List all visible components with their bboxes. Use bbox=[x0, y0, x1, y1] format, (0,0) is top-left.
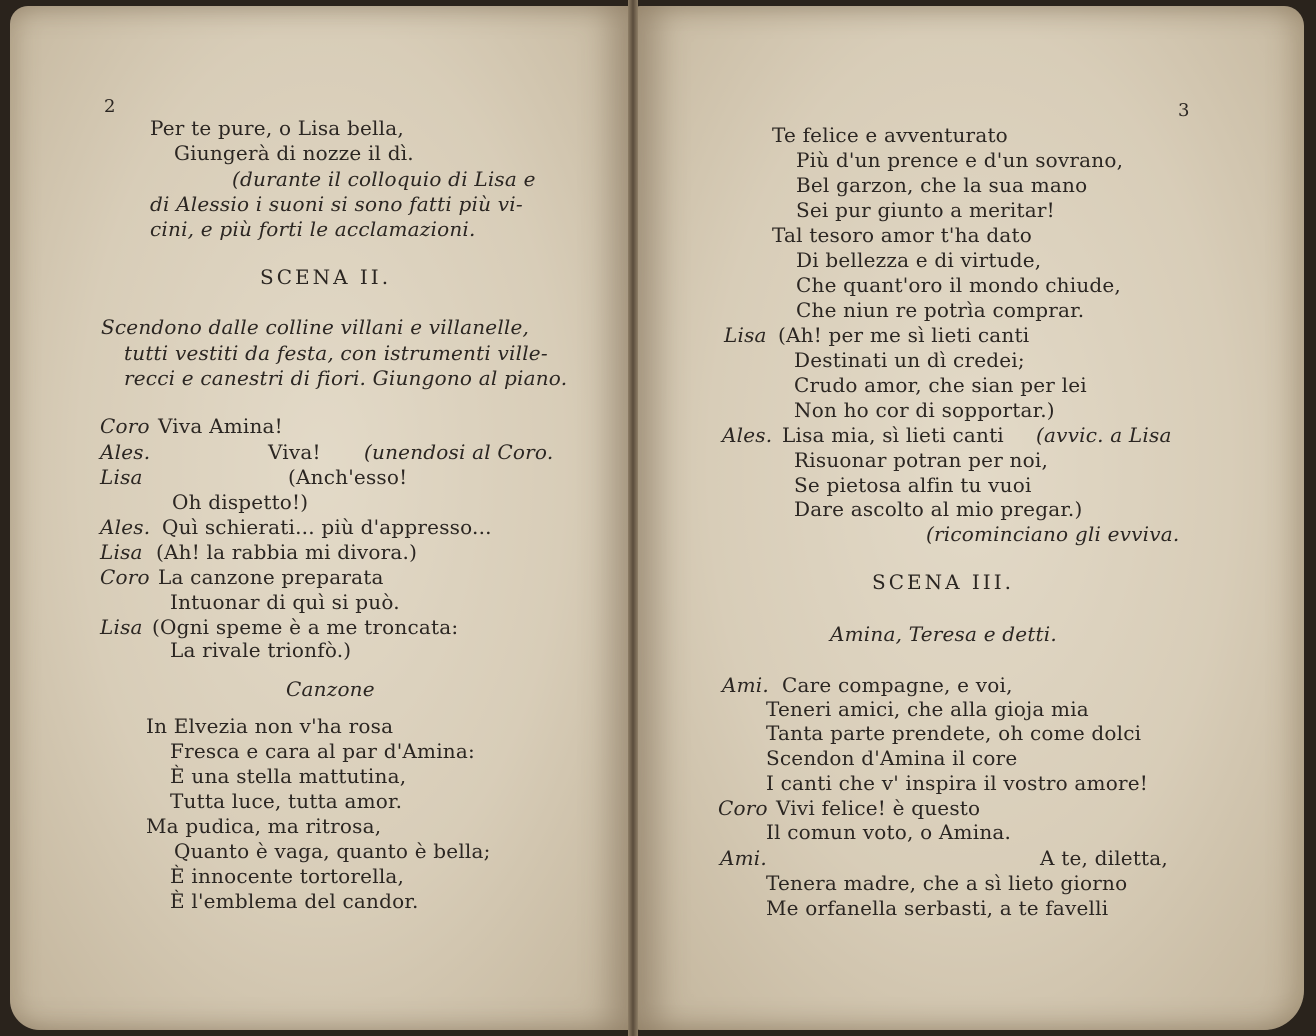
speaker-name: Lisa bbox=[724, 323, 767, 347]
verse-line: In Elvezia non v'ha rosa bbox=[146, 714, 394, 738]
stage-direction: (ricominciano gli evviva. bbox=[926, 522, 1180, 546]
verse-line: Se pietosa alfin tu vuoi bbox=[794, 473, 1032, 497]
verse-line: Viva Amina! bbox=[158, 414, 283, 438]
verse-line: Intuonar di quì si può. bbox=[170, 590, 400, 614]
speaker-name: Ales. bbox=[100, 440, 151, 464]
verse-line: Te felice e avventurato bbox=[772, 123, 1008, 147]
verse-line: Teneri amici, che alla gioja mia bbox=[766, 697, 1089, 721]
verse-line: Più d'un prence e d'un sovrano, bbox=[796, 148, 1124, 172]
verse-line: Lisa mia, sì lieti canti bbox=[782, 423, 1004, 447]
verse-line: Che niun re potrìa comprar. bbox=[796, 298, 1085, 322]
verse-line: Quanto è vaga, quanto è bella; bbox=[174, 839, 491, 863]
speaker-name: Lisa bbox=[100, 615, 143, 639]
stage-direction: cini, e più forti le acclamazioni. bbox=[150, 217, 476, 241]
verse-line: Bel garzon, che la sua mano bbox=[796, 173, 1088, 197]
verse-line: Quì schierati... più d'appresso... bbox=[162, 515, 492, 539]
verse-line: È l'emblema del candor. bbox=[170, 889, 419, 913]
verse-line: Me orfanella serbasti, a te favelli bbox=[766, 896, 1109, 920]
verse-line: A te, diletta, bbox=[1040, 846, 1168, 870]
scene-heading: SCENA II. bbox=[260, 265, 392, 289]
verse-line: Viva! bbox=[268, 440, 321, 464]
verse-line: Crudo amor, che sian per lei bbox=[794, 373, 1087, 397]
verse-line: Tenera madre, che a sì lieto giorno bbox=[766, 871, 1128, 895]
stage-direction: Scendono dalle colline villani e villanelle, bbox=[101, 315, 530, 339]
stage-direction: (avvic. a Lisa bbox=[1036, 423, 1172, 447]
verse-line: Risuonar potran per noi, bbox=[794, 448, 1048, 472]
verse-line: Il comun voto, o Amina. bbox=[766, 820, 1012, 844]
song-title: Canzone bbox=[286, 677, 375, 701]
speaker-name: Ales. bbox=[722, 423, 773, 447]
verse-line: Sei pur giunto a meritar! bbox=[796, 198, 1055, 222]
speaker-name: Ami. bbox=[720, 846, 767, 870]
page-number-left: 2 bbox=[104, 96, 116, 117]
verse-line: La canzone preparata bbox=[158, 565, 384, 589]
verse-line: La rivale trionfò.) bbox=[170, 638, 352, 662]
verse-line: Non ho cor di sopportar.) bbox=[794, 398, 1055, 422]
verse-line: Che quant'oro il mondo chiude, bbox=[796, 273, 1121, 297]
verse-line: Care compagne, e voi, bbox=[782, 673, 1013, 697]
verse-line: (Ah! per me sì lieti canti bbox=[778, 323, 1030, 347]
stage-direction: di Alessio i suoni si sono fatti più vi- bbox=[150, 192, 523, 216]
verse-line: I canti che v' inspira il vostro amore! bbox=[766, 771, 1148, 795]
speaker-name: Lisa bbox=[100, 540, 143, 564]
verse-line: Destinati un dì credei; bbox=[794, 348, 1025, 372]
stage-direction: Amina, Teresa e detti. bbox=[830, 622, 1057, 646]
verse-line: Per te pure, o Lisa bella, bbox=[150, 116, 404, 140]
verse-line: Oh dispetto!) bbox=[172, 490, 309, 514]
verse-line: Ma pudica, ma ritrosa, bbox=[146, 814, 382, 838]
verse-line: (Ogni speme è a me troncata: bbox=[152, 615, 459, 639]
verse-line: Vivi felice! è questo bbox=[776, 796, 981, 820]
verse-line: (Ah! la rabbia mi divora.) bbox=[156, 540, 418, 564]
speaker-name: Coro bbox=[100, 414, 150, 438]
speaker-name: Lisa bbox=[100, 465, 143, 489]
verse-line: Tal tesoro amor t'ha dato bbox=[772, 223, 1032, 247]
verse-line: Scendon d'Amina il core bbox=[766, 746, 1018, 770]
stage-direction: recci e canestri di fiori. Giungono al piano. bbox=[124, 366, 568, 390]
stage-direction: (unendosi al Coro. bbox=[364, 440, 554, 464]
verse-line: Di bellezza e di virtude, bbox=[796, 248, 1042, 272]
page-number-right: 3 bbox=[1178, 100, 1190, 121]
stage-direction: tutti vestiti da festa, con istrumenti ville- bbox=[124, 341, 548, 365]
scene-heading: SCENA III. bbox=[872, 570, 1014, 594]
speaker-name: Coro bbox=[100, 565, 150, 589]
speaker-name: Ami. bbox=[722, 673, 769, 697]
verse-line: Fresca e cara al par d'Amina: bbox=[170, 739, 475, 763]
verse-line: È una stella mattutina, bbox=[170, 764, 407, 788]
speaker-name: Coro bbox=[718, 796, 768, 820]
verse-line: (Anch'esso! bbox=[288, 465, 408, 489]
verse-line: Tanta parte prendete, oh come dolci bbox=[766, 721, 1142, 745]
speaker-name: Ales. bbox=[100, 515, 151, 539]
verse-line: Giungerà di nozze il dì. bbox=[174, 141, 414, 165]
verse-line: Dare ascolto al mio pregar.) bbox=[794, 497, 1083, 521]
verse-line: È innocente tortorella, bbox=[170, 864, 405, 888]
stage-direction: (durante il colloquio di Lisa e bbox=[232, 167, 536, 191]
verse-line: Tutta luce, tutta amor. bbox=[170, 789, 403, 813]
book-gutter bbox=[628, 0, 638, 1036]
